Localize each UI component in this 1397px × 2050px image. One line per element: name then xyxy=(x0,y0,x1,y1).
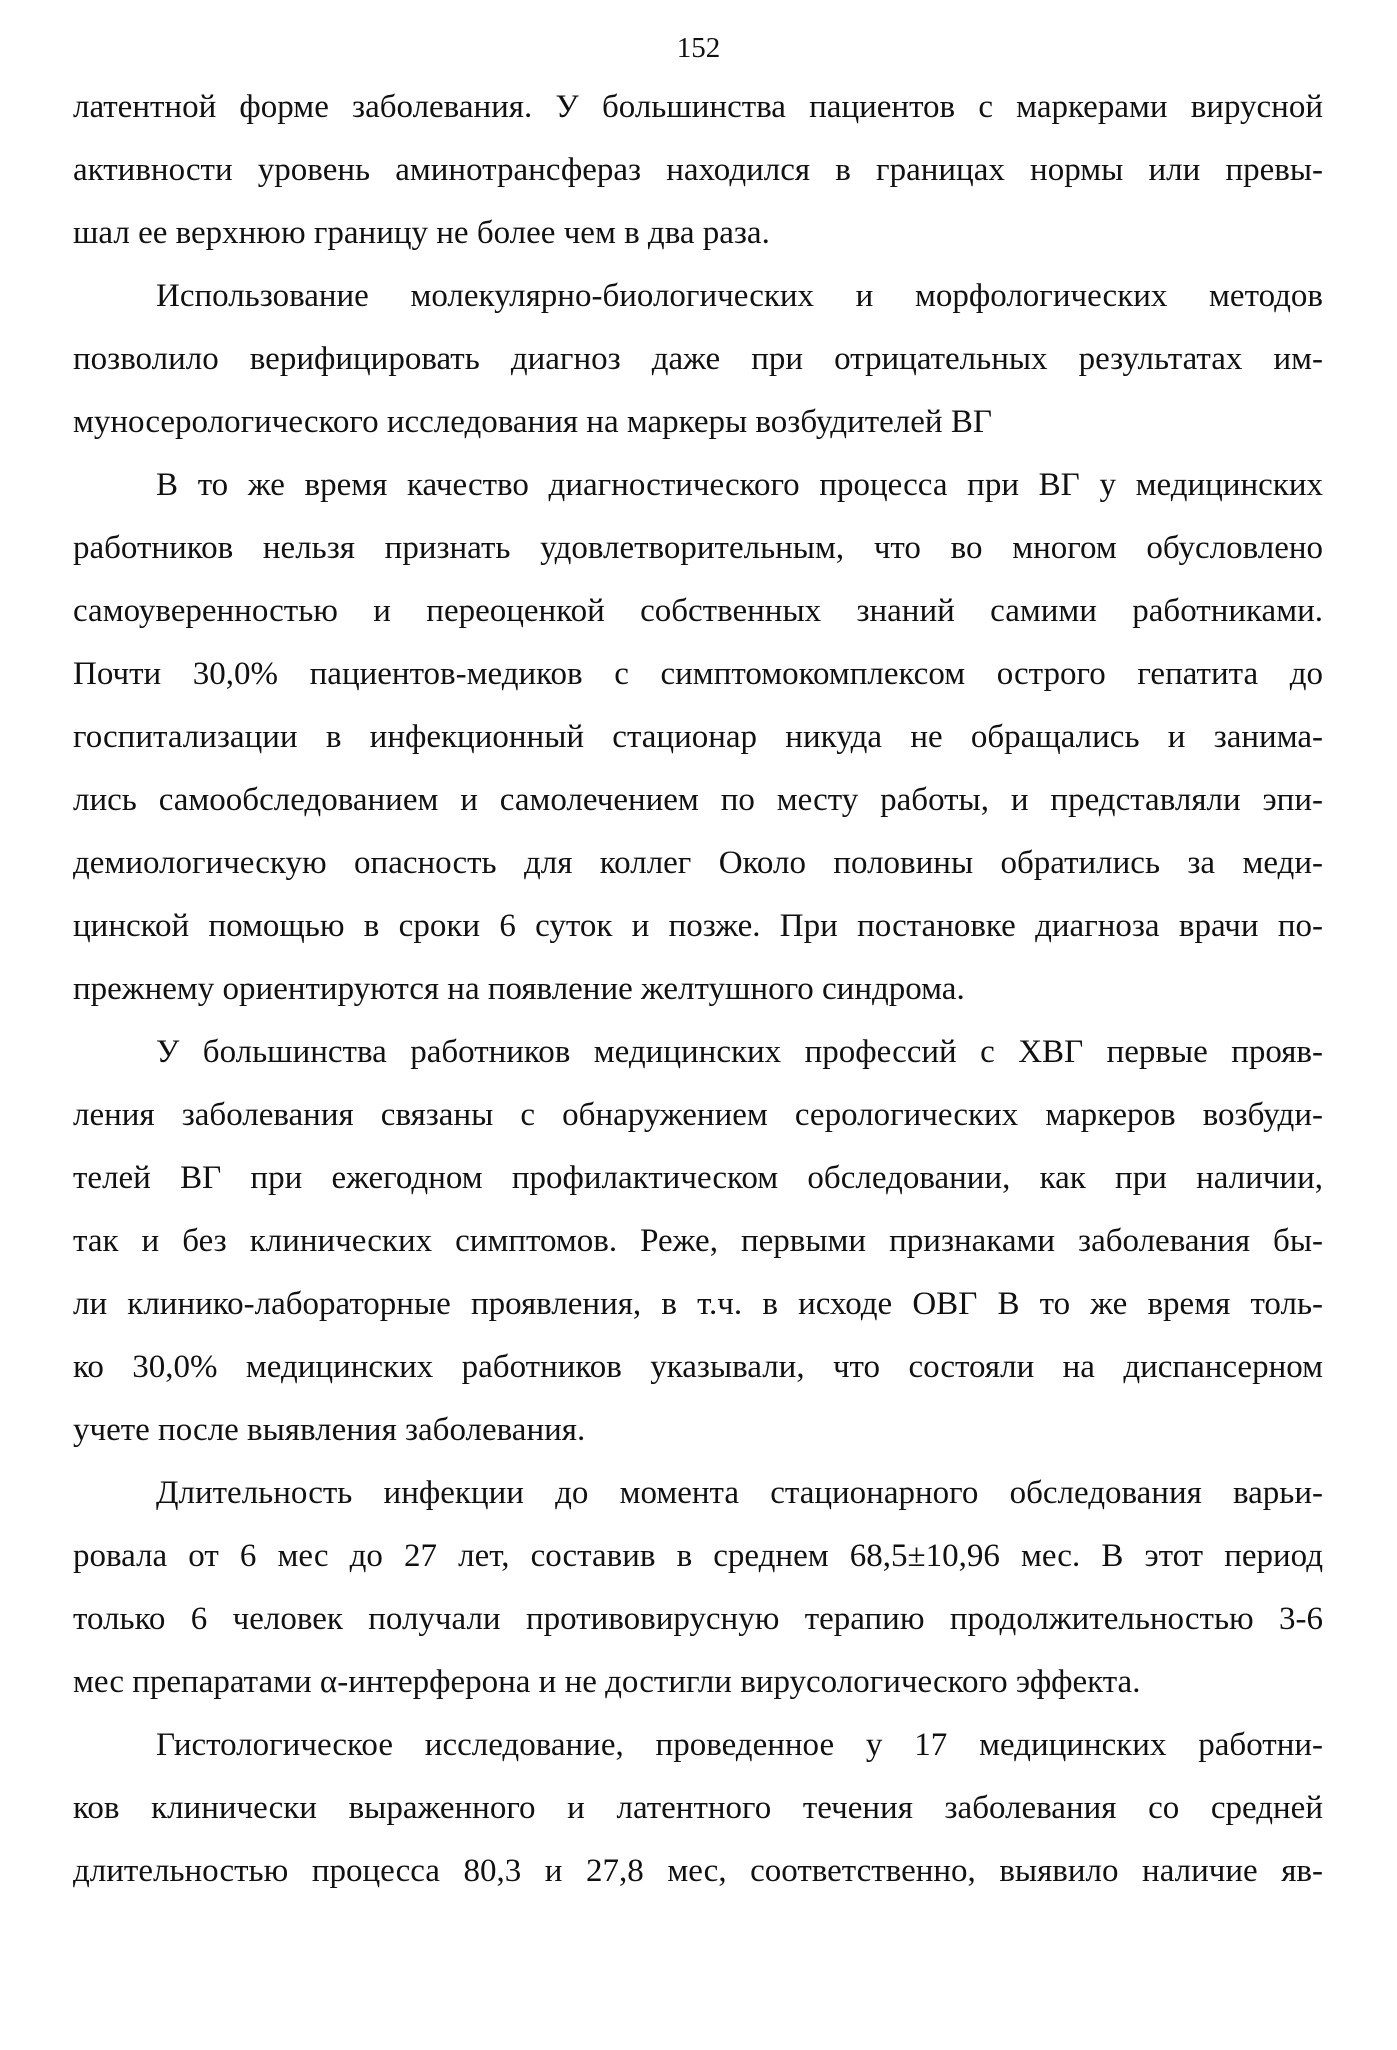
text-line: мес препаратами α-интерферона и не достигли вирусологического эффекта. xyxy=(73,1664,1141,1700)
text-line: работников нельзя признать удовлетворительным, что во многом обусловлено xyxy=(73,530,1323,566)
text-line: только 6 человек получали противовирусную терапию продолжительностью 3-6 xyxy=(73,1601,1323,1637)
text-line: ков клинически выраженного и латентного течения заболевания со средней xyxy=(73,1790,1323,1826)
text-line: ровала от 6 мес до 27 лет, составив в среднем 68,5±10,96 мес. В этот период xyxy=(73,1538,1323,1574)
text-line: Почти 30,0% пациентов-медиков с симптомокомплексом острого гепатита до xyxy=(73,656,1323,692)
text-line: лись самообследованием и самолечением по месту работы, и представляли эпи- xyxy=(73,782,1323,818)
text-line: демиологическую опасность для коллег Около половины обратились за меди- xyxy=(73,845,1323,881)
text-line: Использование молекулярно-биологических и морфологических методов xyxy=(156,278,1323,314)
text-line: ко 30,0% медицинских работников указывали, что состояли на диспансерном xyxy=(73,1349,1323,1385)
text-line: цинской помощью в сроки 6 суток и позже. При постановке диагноза врачи по- xyxy=(73,908,1323,944)
page-number: 152 xyxy=(676,32,721,64)
text-line: Гистологическое исследование, проведенное у 17 медицинских работни- xyxy=(156,1727,1323,1763)
text-line: В то же время качество диагностического процесса при ВГ у медицинских xyxy=(156,467,1323,503)
text-line: активности уровень аминотрансфераз находился в границах нормы или превы- xyxy=(73,152,1323,188)
text-line: учете после выявления заболевания. xyxy=(73,1412,586,1448)
text-line: так и без клинических симптомов. Реже, первыми признаками заболевания бы- xyxy=(73,1223,1323,1259)
text-line: позволило верифицировать диагноз даже при отрицательных результатах им- xyxy=(73,341,1323,377)
text-line: ления заболевания связаны с обнаружением серологических маркеров возбуди- xyxy=(73,1097,1323,1133)
text-line: длительностью процесса 80,3 и 27,8 мес, соответственно, выявило наличие яв- xyxy=(73,1853,1323,1889)
text-line: госпитализации в инфекционный стационар никуда не обращались и занима- xyxy=(73,719,1323,755)
text-line: У большинства работников медицинских профессий с ХВГ первые прояв- xyxy=(156,1034,1323,1070)
text-line: муносерологического исследования на маркеры возбудителей ВГ xyxy=(73,404,992,440)
text-line: самоуверенностью и переоценкой собственных знаний самими работниками. xyxy=(73,593,1323,629)
text-line: ли клинико-лабораторные проявления, в т.ч. в исходе ОВГ В то же время толь- xyxy=(73,1286,1323,1322)
body-text xyxy=(73,76,1323,1903)
text-line: Длительность инфекции до момента стационарного обследования варьи- xyxy=(156,1475,1323,1511)
text-line: телей ВГ при ежегодном профилактическом обследовании, как при наличии, xyxy=(73,1160,1323,1196)
text-line: латентной форме заболевания. У большинства пациентов с маркерами вирусной xyxy=(73,89,1323,125)
text-line: шал ее верхнюю границу не более чем в два раза. xyxy=(73,215,770,251)
text-line: прежнему ориентируются на появление желтушного синдрома. xyxy=(73,971,965,1007)
